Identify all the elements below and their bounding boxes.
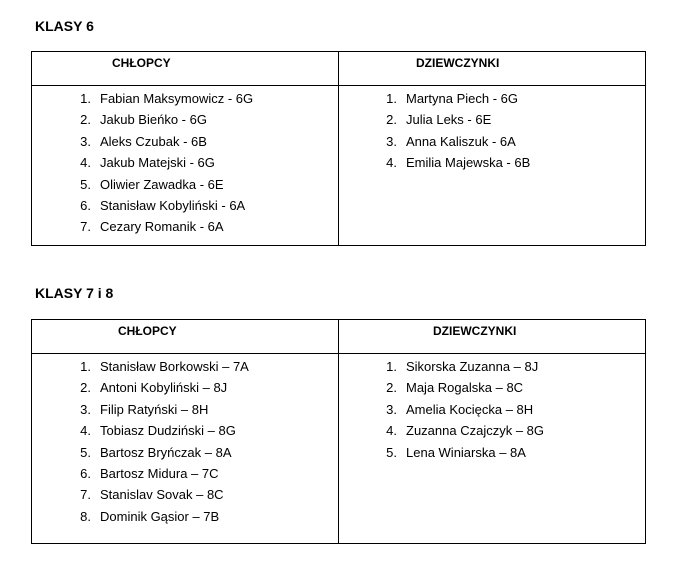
column-header-boys: CHŁOPCY — [118, 324, 177, 338]
student-name: Stanisław Borkowski – 7A — [100, 359, 249, 374]
list-item — [73, 109, 338, 130]
student-name: Antoni Kobyliński – 8J — [100, 380, 228, 396]
list-item — [379, 442, 645, 463]
list-item — [73, 399, 338, 420]
list-number: 2. — [80, 112, 91, 128]
list-item — [379, 88, 645, 109]
list-item — [379, 399, 645, 420]
student-name: Jakub Bieńko - 6G — [100, 112, 207, 128]
list-number: 1. — [386, 359, 397, 374]
student-name: Lena Winiarska – 8A — [406, 444, 526, 460]
student-name: Anna Kaliszuk - 6A — [406, 133, 516, 149]
list-number: 1. — [80, 91, 91, 106]
boys-list-cell — [32, 86, 339, 246]
header-cell-boys — [32, 52, 339, 86]
boys-list — [32, 354, 338, 527]
list-number: 2. — [80, 380, 91, 396]
student-name: Bartosz Midura – 7C — [100, 466, 219, 482]
header-cell-girls — [339, 320, 646, 354]
student-name: Bartosz Bryńczak – 8A — [100, 444, 232, 460]
student-name: Cezary Romanik - 6A — [100, 219, 224, 235]
list-item — [73, 377, 338, 398]
header-cell-girls — [339, 52, 646, 86]
section-title-klasy-7-8: KLASY 7 i 8 — [35, 285, 114, 301]
student-name: Filip Ratyński – 8H — [100, 401, 209, 417]
boys-list — [32, 86, 338, 238]
student-name: Martyna Piech - 6G — [406, 91, 518, 106]
list-item — [379, 109, 645, 130]
list-item — [379, 356, 645, 377]
list-number: 1. — [80, 359, 91, 374]
list-number: 3. — [386, 401, 397, 417]
list-number: 3. — [386, 133, 397, 149]
section-title-klasy-6: KLASY 6 — [35, 18, 94, 34]
list-item — [73, 356, 338, 377]
list-number: 5. — [80, 176, 91, 192]
list-number: 5. — [386, 444, 397, 460]
student-name: Dominik Gąsior – 7B — [100, 508, 220, 524]
student-name: Sikorska Zuzanna – 8J — [406, 359, 539, 374]
student-name: Amelia Kocięcka – 8H — [406, 401, 534, 417]
list-number: 7. — [80, 487, 91, 503]
list-item — [73, 216, 338, 237]
list-item — [379, 420, 645, 441]
list-number: 6. — [80, 198, 91, 214]
list-item — [73, 195, 338, 216]
list-number: 8. — [80, 508, 91, 524]
list-number: 3. — [80, 133, 91, 149]
list-number: 1. — [386, 91, 397, 106]
list-item — [73, 442, 338, 463]
table-klasy-6 — [31, 51, 646, 246]
list-item — [73, 506, 338, 527]
list-number: 3. — [80, 401, 91, 417]
list-item — [379, 131, 645, 152]
column-header-girls: DZIEWCZYNKI — [416, 56, 500, 70]
list-item — [379, 377, 645, 398]
list-number: 4. — [386, 155, 397, 171]
student-name: Stanislav Sovak – 8C — [100, 487, 224, 503]
list-item — [73, 463, 338, 484]
girls-list — [339, 354, 645, 463]
list-number: 2. — [386, 112, 397, 128]
column-header-boys: CHŁOPCY — [112, 56, 171, 70]
girls-list-cell — [339, 354, 646, 544]
header-cell-boys — [32, 320, 339, 354]
list-item — [73, 88, 338, 109]
list-number: 6. — [80, 466, 91, 482]
student-name: Fabian Maksymowicz - 6G — [100, 91, 254, 106]
student-name: Maja Rogalska – 8C — [406, 380, 524, 396]
student-name: Zuzanna Czajczyk – 8G — [406, 423, 545, 439]
list-item — [379, 152, 645, 173]
girls-list — [339, 86, 645, 174]
list-number: 5. — [80, 444, 91, 460]
student-name: Emilia Majewska - 6B — [406, 155, 531, 171]
student-name: Stanisław Kobyliński - 6A — [100, 198, 246, 214]
student-name: Aleks Czubak - 6B — [100, 133, 207, 149]
list-number: 4. — [386, 423, 397, 439]
list-number: 2. — [386, 380, 397, 396]
table-klasy-7-8 — [31, 319, 646, 544]
list-item — [73, 484, 338, 505]
list-number: 4. — [80, 155, 91, 171]
student-name: Julia Leks - 6E — [406, 112, 492, 128]
list-item — [73, 174, 338, 195]
girls-list-cell — [339, 86, 646, 246]
list-number: 7. — [80, 219, 91, 235]
list-item — [73, 131, 338, 152]
student-name: Oliwier Zawadka - 6E — [100, 176, 224, 192]
column-header-girls: DZIEWCZYNKI — [433, 324, 517, 338]
list-number: 4. — [80, 423, 91, 439]
student-name: Tobiasz Dudziński – 8G — [100, 423, 236, 439]
list-item — [73, 152, 338, 173]
student-name: Jakub Matejski - 6G — [100, 155, 215, 171]
boys-list-cell — [32, 354, 339, 544]
list-item — [73, 420, 338, 441]
